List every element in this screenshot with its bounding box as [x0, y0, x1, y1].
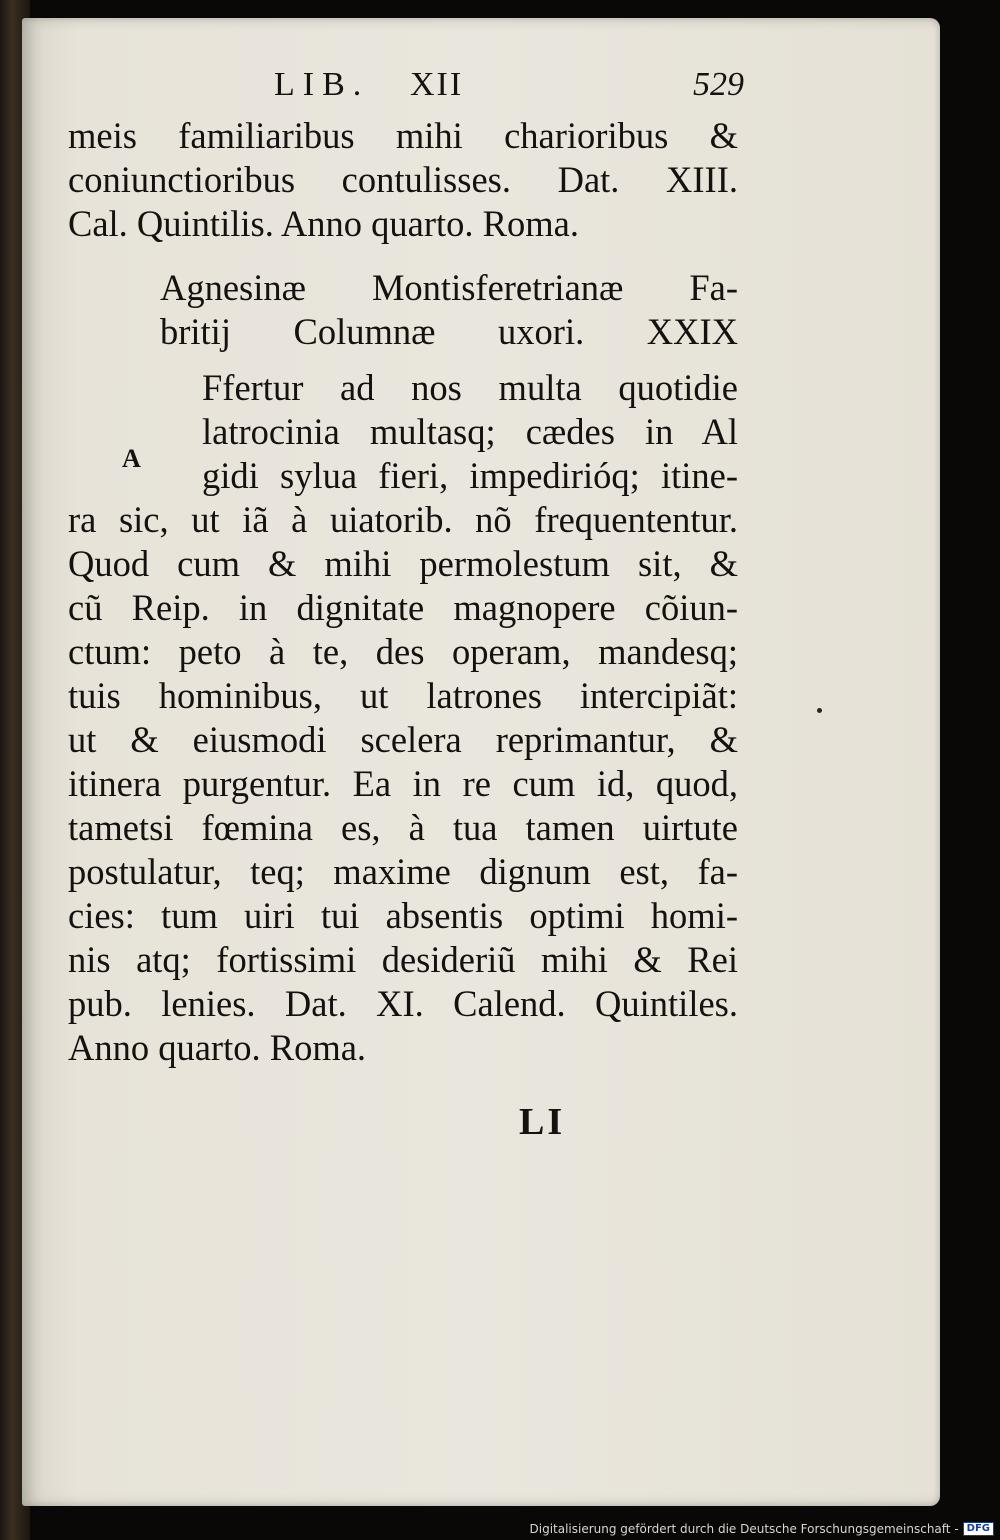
catchword: LI [519, 1101, 566, 1143]
letter-body-line: tametsi fœmina es, à tua tamen uirtute [68, 807, 738, 848]
body-line: meis familiaribus mihi charioribus & [68, 115, 738, 156]
spacer [68, 246, 738, 266]
initial-line: latrocinia multasq; cædes in Al [202, 411, 738, 452]
letter-body-line: ra sic, ut iã à uiatorib. nõ frequententur. [68, 499, 738, 540]
letter-body-line: cũ Reip. in dignitate magnopere cõiun- [68, 587, 738, 628]
letter-body-line: ut & eiusmodi scelera reprimantur, & [68, 719, 738, 760]
header-book-number: XII [410, 66, 464, 103]
text-block [68, 114, 738, 1070]
ink-speck [817, 708, 822, 713]
page-number: 529 [693, 66, 744, 103]
book-page [22, 18, 940, 1506]
credit-text: Digitalisierung gefördert durch die Deutsche Forschungsgemeinschaft - [529, 1522, 959, 1536]
running-header [274, 66, 744, 106]
initial-line: gidi sylua fieri, impedirióq; itine- [202, 455, 738, 496]
letter-body-line: ctum: peto à te, des operam, mandesq; [68, 631, 738, 672]
letter-body-line: Quod cum & mihi permolestum sit, & [68, 543, 738, 584]
letter-body-line: Anno quarto. Roma. [68, 1027, 367, 1068]
letter-title-line: britij Columnæ uxori. XXIX [160, 311, 738, 352]
initial-line: Ffertur ad nos multa quotidie [202, 367, 738, 408]
letter-body-line: cies: tum uiri tui absentis optimi homi- [68, 895, 738, 936]
letter-title-line: Agnesinæ Montisferetrianæ Fa- [160, 267, 738, 308]
letter-body-line: postulatur, teq; maxime dignum est, fa- [68, 851, 738, 892]
body-line: Cal. Quintilis. Anno quarto. Roma. [68, 203, 579, 244]
letter-body-line: nis atq; fortissimi desideriũ mihi & Rei [68, 939, 738, 980]
dfg-logo-icon: DFG [963, 1522, 994, 1536]
letter-body-line: pub. lenies. Dat. XI. Calend. Quintiles. [68, 983, 738, 1024]
digitization-credit [530, 1522, 995, 1536]
letter-body-line: itinera purgentur. Ea in re cum id, quod, [68, 763, 738, 804]
letter-body-line: tuis hominibus, ut latrones intercipiãt: [68, 675, 738, 716]
header-book-prefix: LIB. [274, 66, 370, 103]
marginal-letter: A [122, 444, 141, 473]
body-line: coniunctioribus contulisses. Dat. XIII. [68, 159, 738, 200]
spacer [68, 354, 738, 366]
